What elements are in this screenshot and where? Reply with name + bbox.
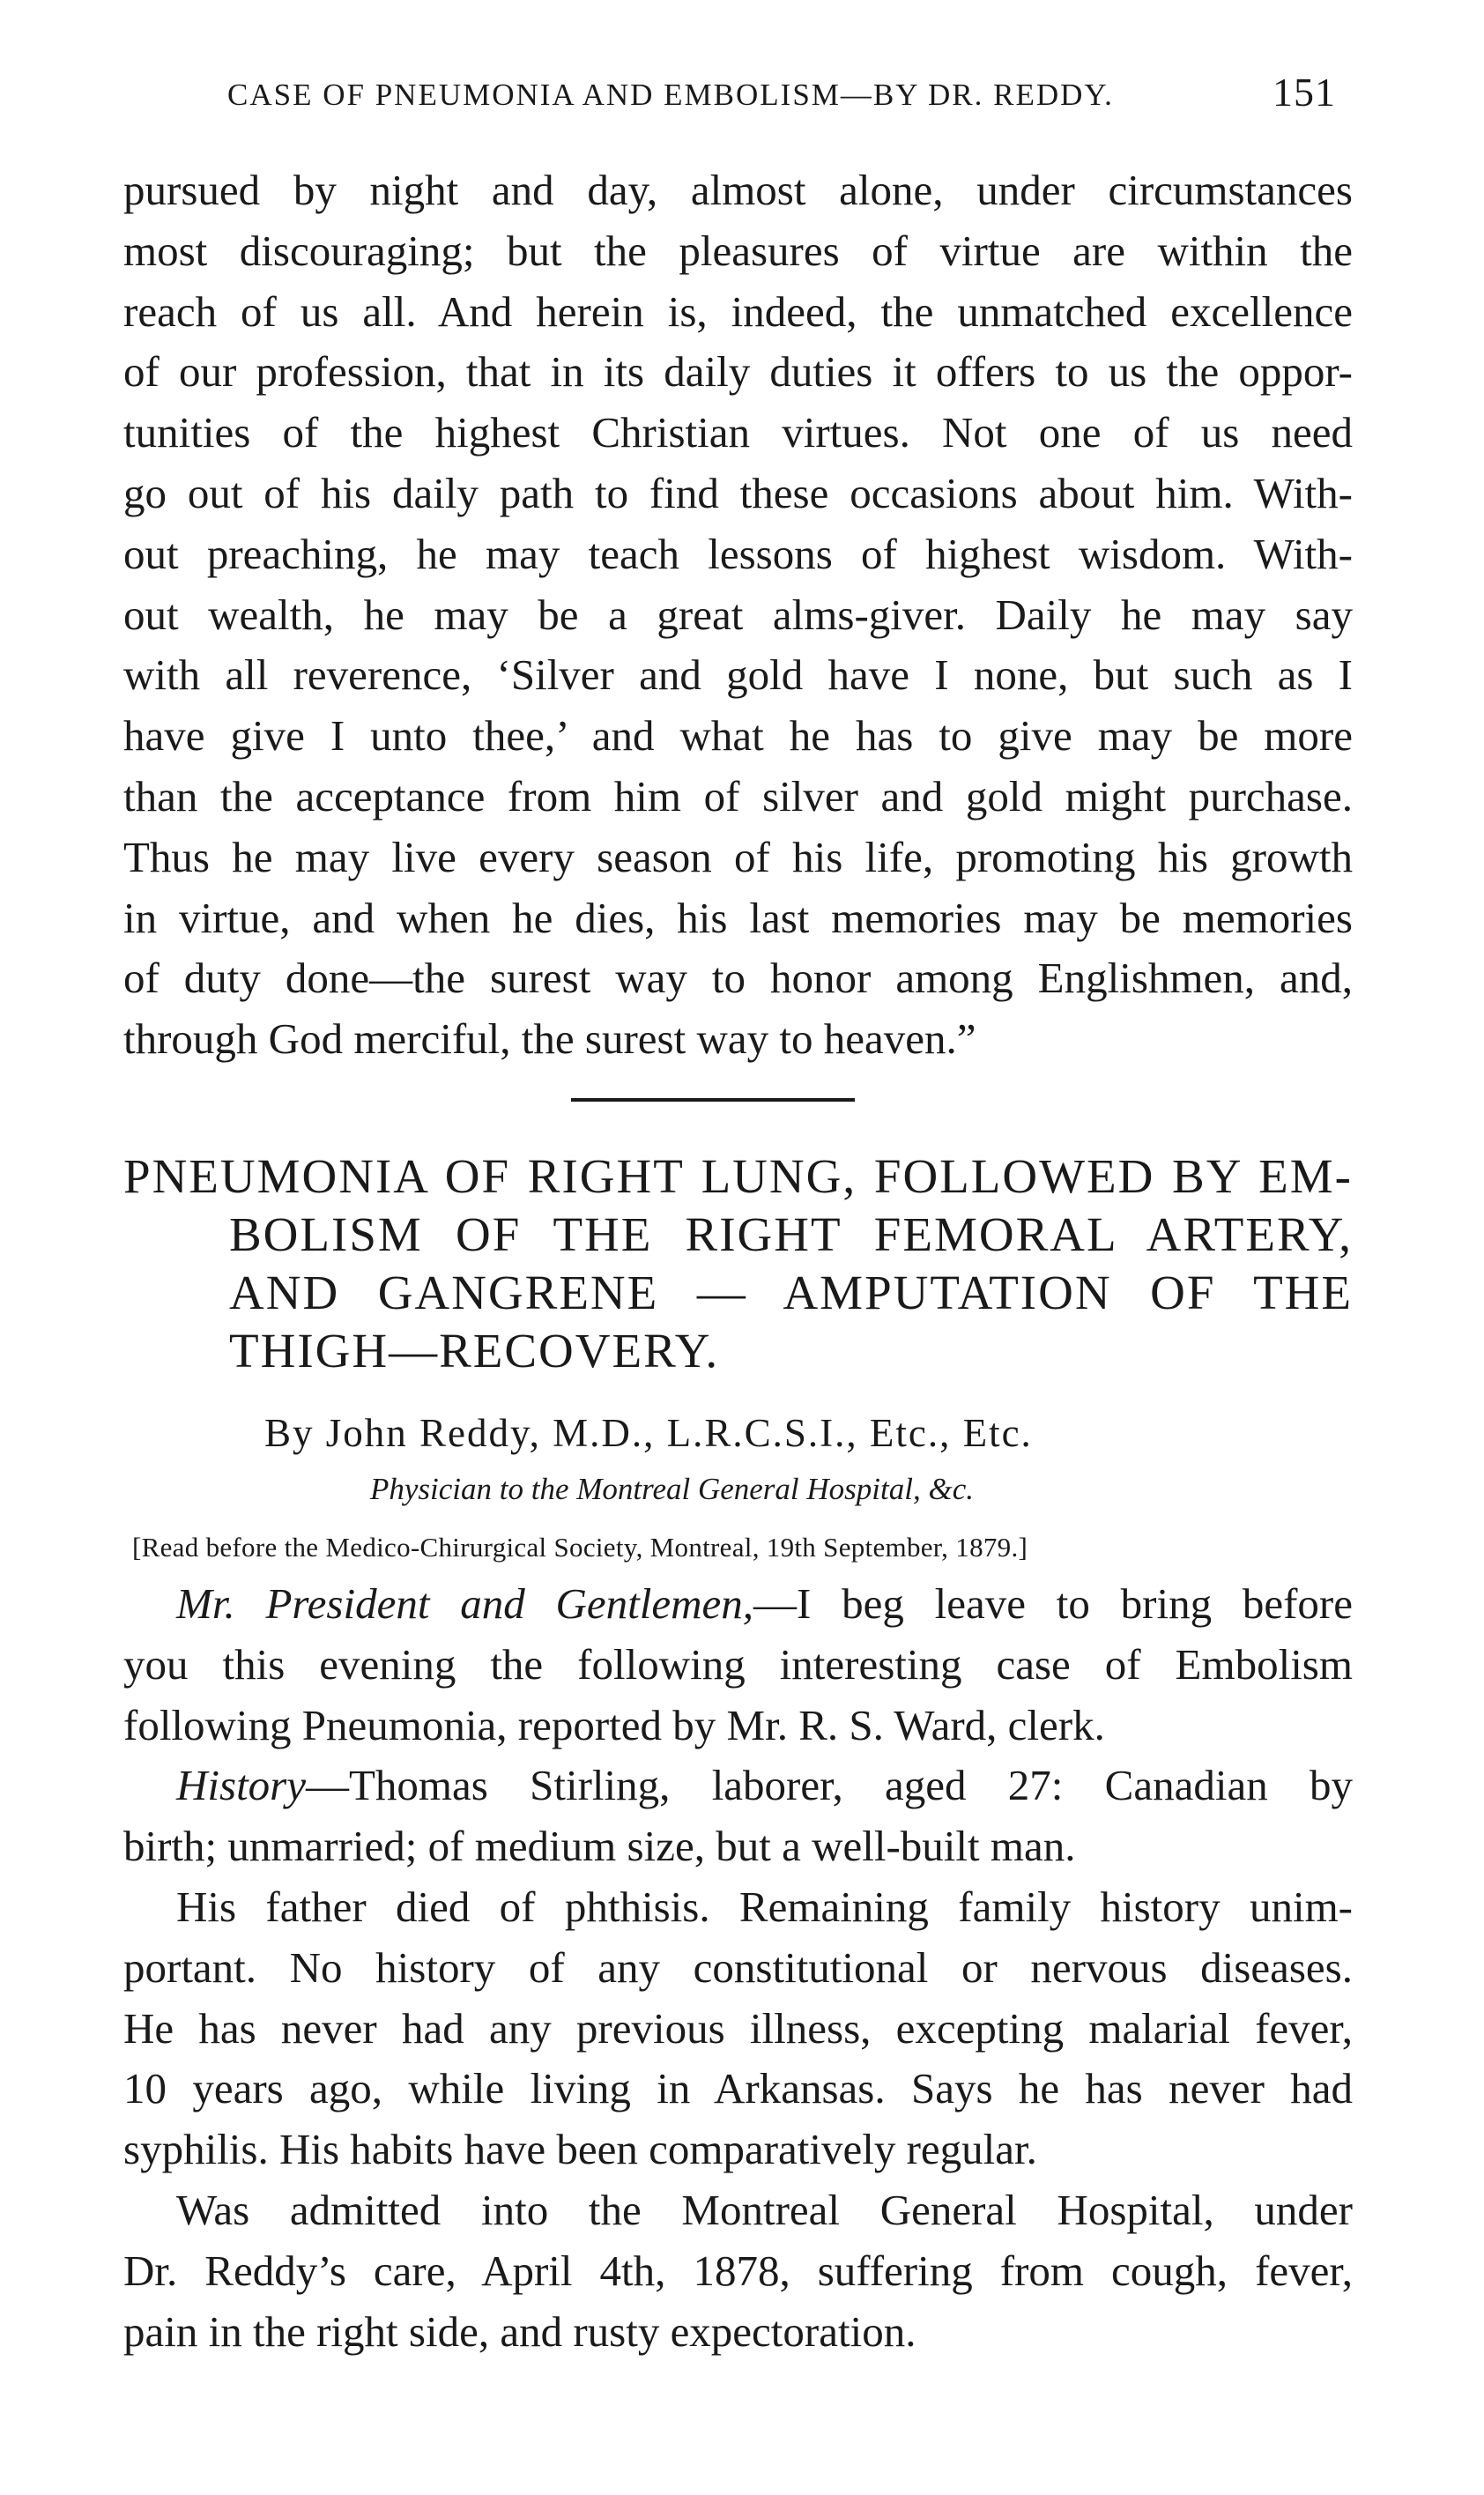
text-line: out preaching, he may teach lessons of highest wisdom. With- (123, 529, 1353, 578)
author-affiliation: Physician to the Montreal General Hospital, &c. (370, 1472, 974, 1506)
previous-article-conclusion (123, 160, 1353, 1070)
text-line: through God merciful, the surest way to heaven.” (123, 1014, 976, 1064)
title-line: AND GANGRENE — AMPUTATION OF THE (229, 1266, 1353, 1319)
text-line: of our profession, that in its daily duties it offers to us the oppor- (123, 347, 1353, 397)
article-title (123, 1147, 1353, 1380)
text-line: syphilis. His habits have been comparatively regular. (123, 2125, 1037, 2174)
text-line: Thus he may live every season of his life, promoting his growth (123, 832, 1353, 881)
author-byline: By John Reddy, M.D., L.R.C.S.I., Etc., Etc. (264, 1411, 1033, 1455)
text-line: have give I unto thee,’ and what he has to give may be more (123, 711, 1353, 761)
text-line: 10 years ago, while living in Arkansas. Says he has never had (123, 2064, 1353, 2113)
title-line: BOLISM OF THE RIGHT FEMORAL ARTERY, (229, 1207, 1353, 1261)
text-line: He has never had any previous illness, excepting malarial fever, (123, 2003, 1353, 2053)
text-line: Was admitted into the Montreal General Hospital, under (176, 2185, 1353, 2234)
text-line: pain in the right side, and rusty expectoration. (123, 2306, 916, 2356)
text-line: of duty done—the surest way to honor among Englishmen, and, (123, 954, 1353, 1003)
text-line: Mr. President and Gentlemen,—I beg leave to bring before (176, 1579, 1353, 1628)
text-line: with all reverence, ‘Silver and gold have I none, but such as I (123, 650, 1353, 700)
text-line: pursued by night and day, almost alone, under circumstances (123, 166, 1353, 214)
text-line: portant. No history of any constitutional or nervous diseases. (123, 1942, 1353, 1992)
text-line: Dr. Reddy’s care, April 4th, 1878, suffering from cough, fever, (123, 2246, 1353, 2295)
text-line: you this evening the following interesting case of Embolism (123, 1639, 1353, 1689)
read-before-note: [Read before the Medico-Chirurgical Society, Montreal, 19th September, 1879.] (132, 1532, 1028, 1563)
text-line: His father died of phthisis. Remaining family history unim- (176, 1882, 1353, 1931)
text-line: than the acceptance from him of silver and gold might purchase. (123, 771, 1353, 821)
salutation: Mr. President and Gentlemen, (176, 1579, 754, 1628)
text-line: out wealth, he may be a great alms-giver. Daily he may say (123, 590, 1353, 639)
title-line: PNEUMONIA OF RIGHT LUNG, FOLLOWED BY EM- (123, 1149, 1353, 1203)
text-line: most discouraging; but the pleasures of virtue are within the (123, 226, 1353, 275)
section-divider (571, 1098, 855, 1102)
history-label: History (176, 1761, 306, 1810)
title-line: THIGH—RECOVERY. (229, 1324, 720, 1377)
running-head: CASE OF PNEUMONIA AND EMBOLISM—BY DR. REDDY. (227, 78, 1114, 112)
text-line: History—Thomas Stirling, laborer, aged 27: Canadian by (176, 1761, 1353, 1810)
text-line: in virtue, and when he dies, his last memories may be memories (123, 893, 1353, 942)
text-line: birth; unmarried; of medium size, but a well-built man. (123, 1822, 1076, 1871)
text-line: tunities of the highest Christian virtues. Not one of us need (123, 408, 1353, 457)
text-line: following Pneumonia, reported by Mr. R. S. Ward, clerk. (123, 1700, 1105, 1749)
page-number: 151 (1273, 70, 1336, 115)
text-line: go out of his daily path to find these occasions about him. With- (123, 468, 1353, 517)
text-line: reach of us all. And herein is, indeed, the unmatched excellence (123, 286, 1353, 336)
article-body (123, 1574, 1353, 2362)
